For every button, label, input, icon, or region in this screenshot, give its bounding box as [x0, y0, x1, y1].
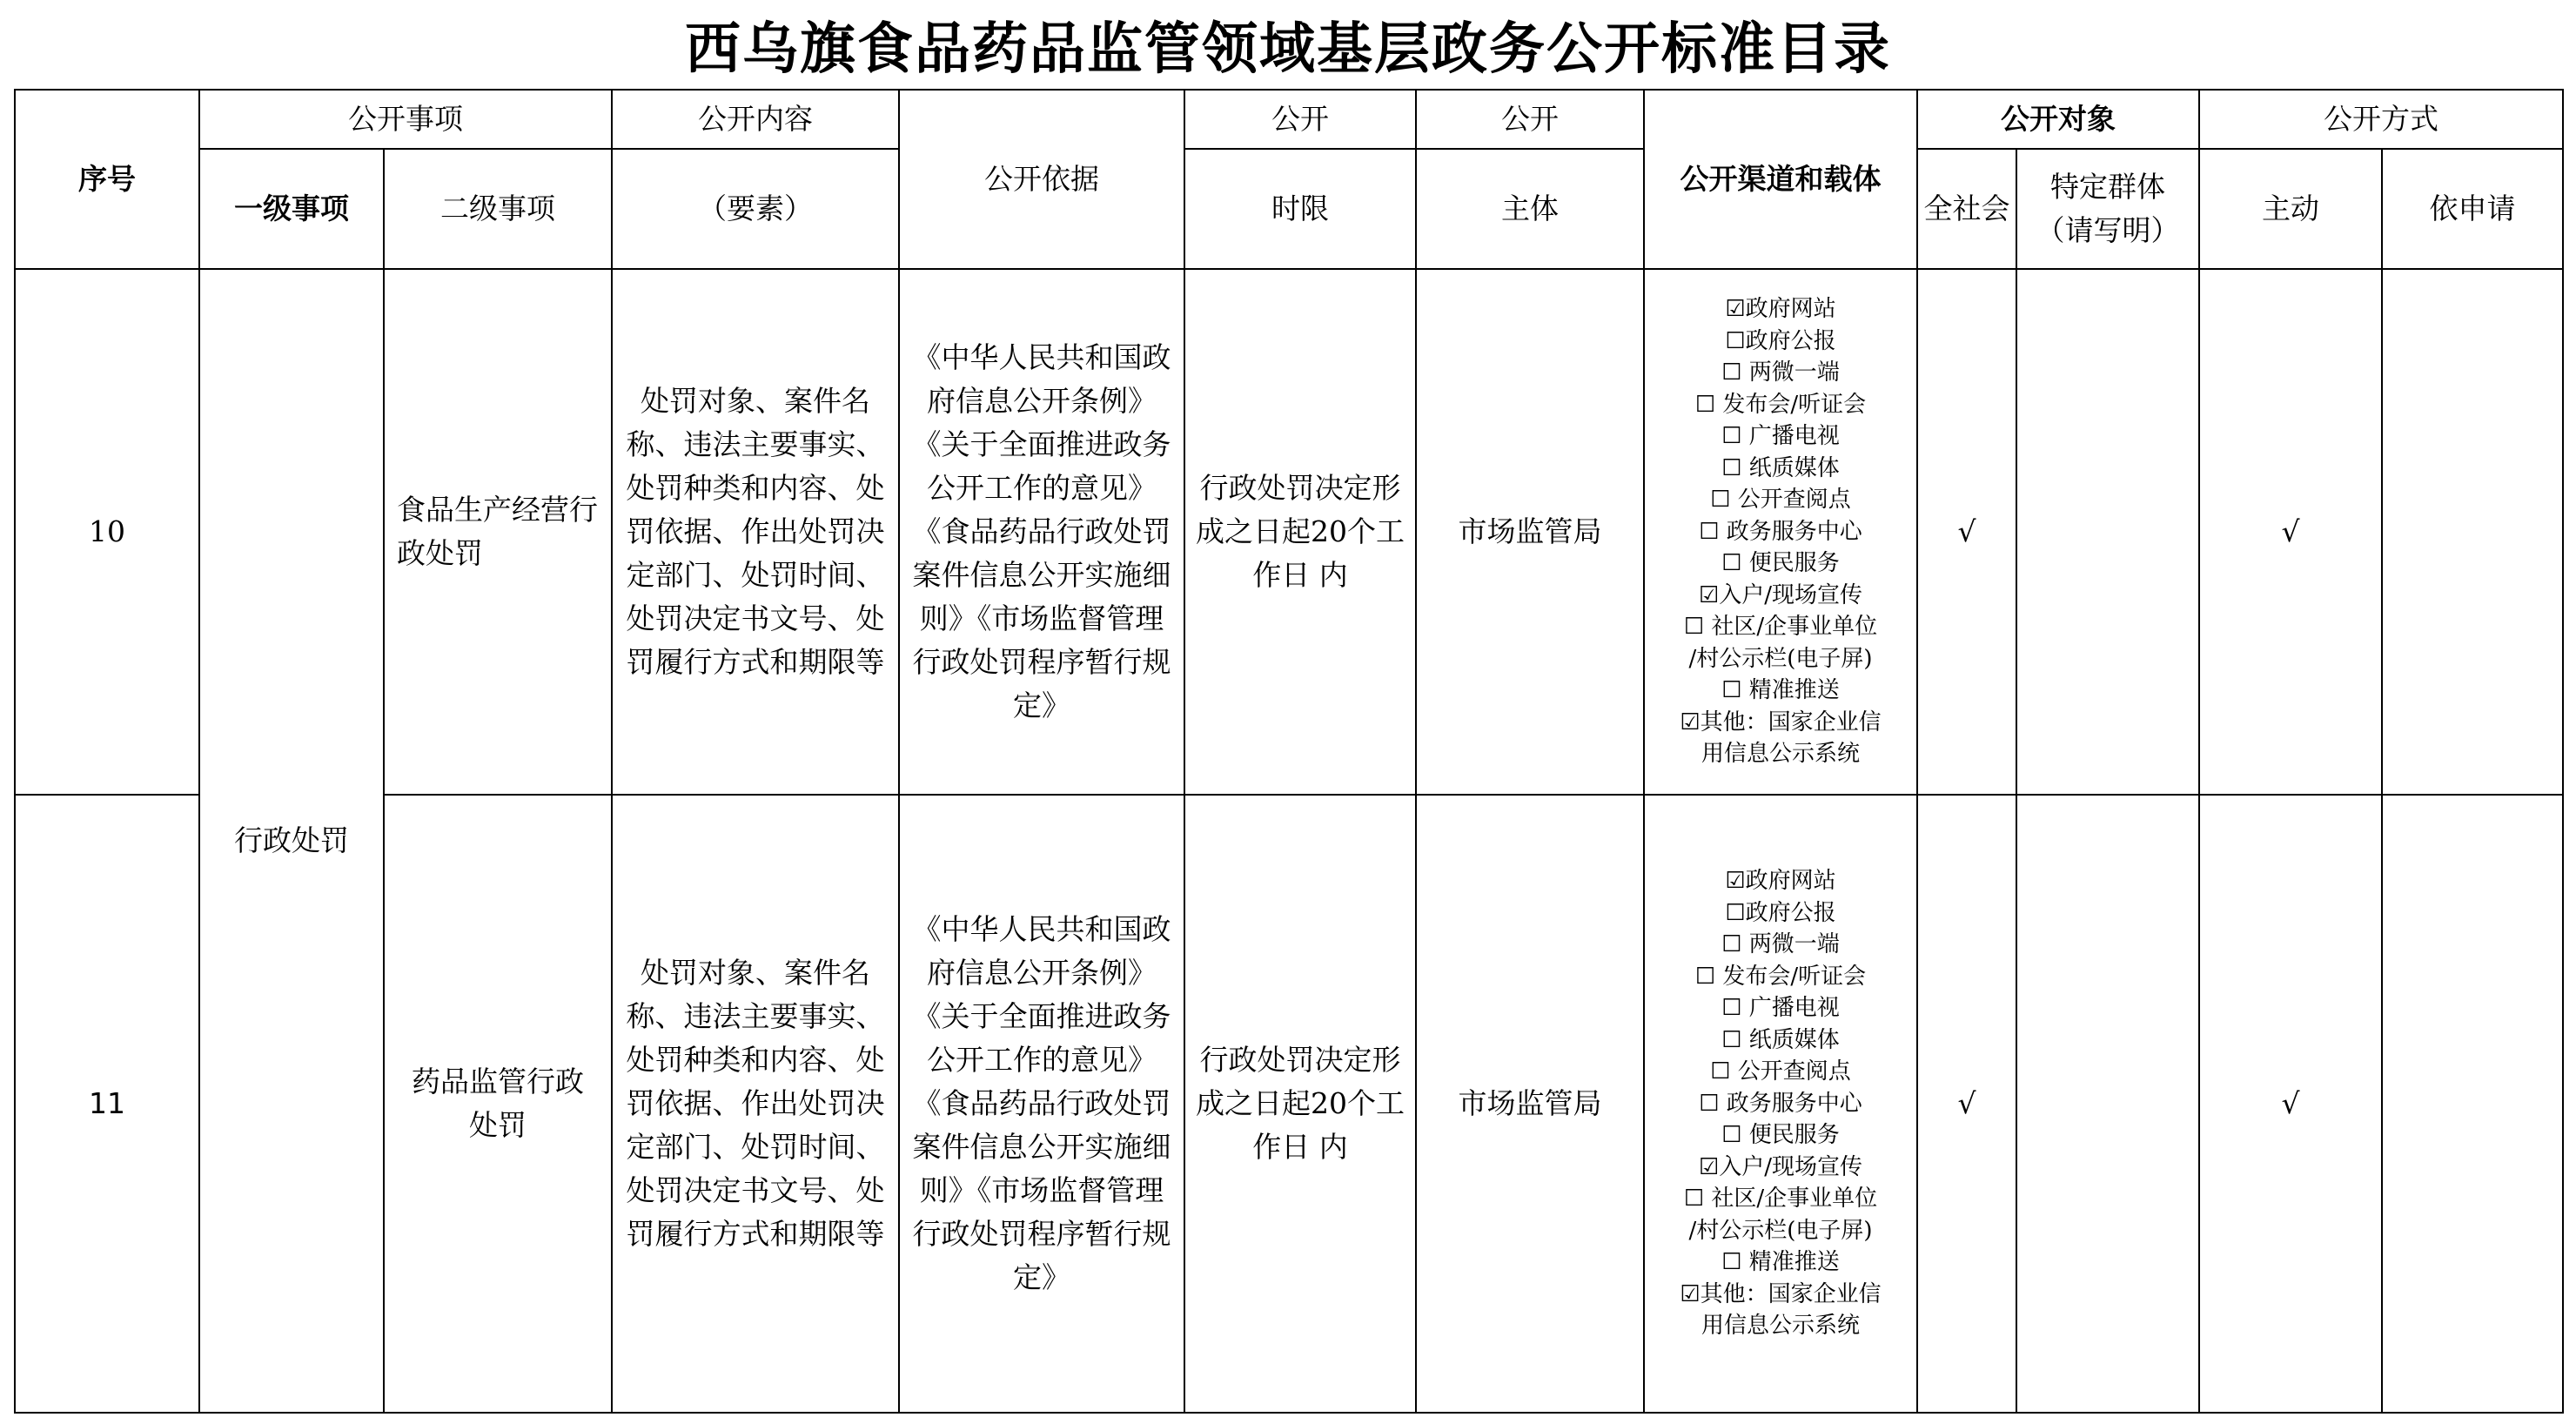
header-audience-all: 全社会: [1917, 149, 2016, 269]
channel-item: ☐ 政务服务中心: [1699, 518, 1862, 545]
channel-item: ☑入户/现场宣传: [1698, 1153, 1863, 1180]
channel-item: ☐ 两微一端: [1721, 359, 1840, 386]
header-subject-top: 公开: [1416, 90, 1644, 149]
channel-item: ☐ 广播电视: [1721, 995, 1840, 1022]
level2-item: 食品生产经营行政处罚: [384, 269, 612, 795]
disclosure-deadline: 行政处罚决定形成之日起20个工作日 内: [1184, 795, 1416, 1413]
disclosure-basis: 《中华人民共和国政府信息公开条例》《关于全面推进政务公开工作的意见》《食品药品行政处罚案件信息公开实施细则》《市场监督管理行政处罚程序暂行规定》: [899, 269, 1184, 795]
channel-item: ☐ 社区/企事业单位: [1683, 1186, 1878, 1212]
channel-item: /村公示栏(电子屏): [1688, 645, 1873, 672]
level2-item: 药品监管行政处罚: [384, 795, 612, 1413]
header-items-group: 公开事项: [199, 90, 612, 149]
header-method-request: 依申请: [2382, 149, 2563, 269]
audience-specific-cell: [2016, 795, 2199, 1413]
header-level2: 二级事项: [384, 149, 612, 269]
channel-item: ☐政府公报: [1725, 327, 1836, 354]
audience-all-check: √: [1917, 795, 2016, 1413]
channel-item: ☐ 精准推送: [1721, 677, 1840, 704]
method-active-check: √: [2199, 795, 2382, 1413]
channel-item: ☐ 社区/企事业单位: [1683, 614, 1878, 641]
channel-item: ☐ 纸质媒体: [1721, 1026, 1840, 1053]
channel-item: ☐ 发布会/听证会: [1694, 963, 1867, 990]
header-deadline-top: 公开: [1184, 90, 1416, 149]
disclosure-deadline: 行政处罚决定形成之日起20个工作日 内: [1184, 269, 1416, 795]
table-row: [15, 269, 2563, 795]
disclosure-subject: 市场监管局: [1416, 269, 1644, 795]
channel-item: ☐ 广播电视: [1721, 423, 1840, 450]
header-content-top: 公开内容: [612, 90, 899, 149]
catalog-table: [14, 89, 2564, 1414]
channel-item: ☐ 公开查阅点: [1710, 487, 1851, 514]
method-request-cell: [2382, 795, 2563, 1413]
disclosure-subject: 市场监管局: [1416, 795, 1644, 1413]
header-audience-specific: 特定群体（请写明）: [2016, 149, 2199, 269]
header-method-active: 主动: [2199, 149, 2382, 269]
channel-item: ☐政府公报: [1725, 899, 1836, 926]
channel-item: ☐ 公开查阅点: [1710, 1058, 1851, 1085]
header-level1: 一级事项: [199, 149, 384, 269]
channel-item: ☐ 政务服务中心: [1699, 1090, 1862, 1117]
disclosure-channels: [1644, 269, 1917, 795]
channel-item: 用信息公示系统: [1701, 741, 1860, 768]
header-content-bottom: （要素）: [612, 149, 899, 269]
header-method-group: 公开方式: [2199, 90, 2563, 149]
row-seq: 11: [15, 795, 199, 1413]
header-basis: 公开依据: [899, 90, 1184, 269]
row-seq: 10: [15, 269, 199, 795]
header-row-top: [15, 90, 2563, 149]
header-deadline-bottom: 时限: [1184, 149, 1416, 269]
channel-item: ☑政府网站: [1725, 296, 1836, 323]
audience-specific-cell: [2016, 269, 2199, 795]
channel-item: ☑入户/现场宣传: [1698, 581, 1863, 608]
channel-item: /村公示栏(电子屏): [1688, 1217, 1873, 1244]
audience-all-check: √: [1917, 269, 2016, 795]
header-row-bottom: [15, 149, 2563, 269]
channel-item: ☐ 精准推送: [1721, 1249, 1840, 1276]
channel-item: ☑政府网站: [1725, 868, 1836, 895]
channel-item: ☑其他：国家企业信: [1680, 1280, 1882, 1307]
channel-item: ☐ 便民服务: [1721, 1122, 1840, 1149]
channel-item: 用信息公示系统: [1701, 1313, 1860, 1340]
channel-item: ☐ 发布会/听证会: [1694, 391, 1867, 418]
disclosure-content: 处罚对象、案件名称、违法主要事实、处罚种类和内容、处罚依据、作出处罚决定部门、处罚时间、处罚决定书文号、处罚履行方式和期限等: [612, 795, 899, 1413]
channel-item: ☐ 纸质媒体: [1721, 454, 1840, 481]
header-channels: 公开渠道和载体: [1644, 90, 1917, 269]
header-subject-bottom: 主体: [1416, 149, 1644, 269]
disclosure-content: 处罚对象、案件名称、违法主要事实、处罚种类和内容、处罚依据、作出处罚决定部门、处罚时间、处罚决定书文号、处罚履行方式和期限等: [612, 269, 899, 795]
channel-item: ☐ 两微一端: [1721, 931, 1840, 958]
method-active-check: √: [2199, 269, 2382, 795]
page-title: 西乌旗食品药品监管领域基层政务公开标准目录: [685, 17, 1891, 82]
channel-item: ☐ 便民服务: [1721, 550, 1840, 577]
channel-item: ☑其他：国家企业信: [1680, 709, 1882, 736]
header-audience-group: 公开对象: [1917, 90, 2199, 149]
table-row: [15, 795, 2563, 1413]
disclosure-basis: 《中华人民共和国政府信息公开条例》《关于全面推进政务公开工作的意见》《食品药品行政处罚案件信息公开实施细则》《市场监督管理行政处罚程序暂行规定》: [899, 795, 1184, 1413]
method-request-cell: [2382, 269, 2563, 795]
header-seq: 序号: [15, 90, 199, 269]
level1-item: 行政处罚: [199, 269, 384, 1413]
disclosure-channels: [1644, 795, 1917, 1413]
